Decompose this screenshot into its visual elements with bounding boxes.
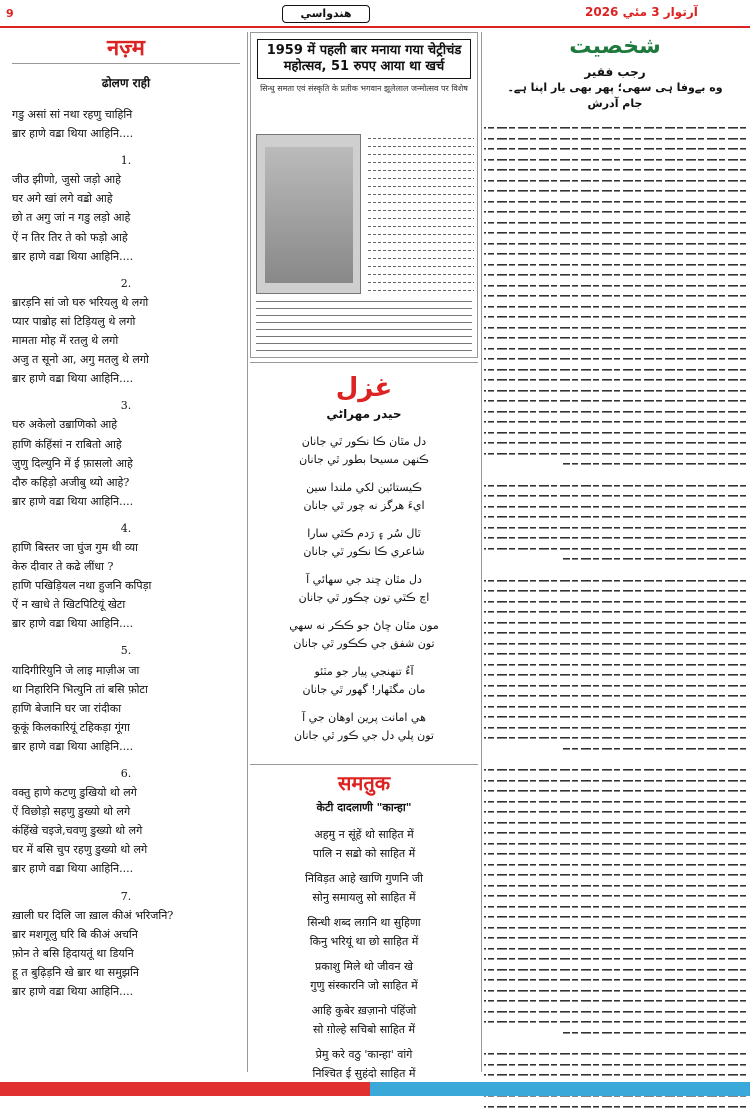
text-line-placeholder: [256, 298, 472, 305]
text-line-placeholder: [484, 827, 746, 838]
ghazal-line: شاعري ڪا نڪور ٿي جانان: [303, 545, 425, 558]
shakhsiyat-column: [484, 32, 746, 1077]
poem-line: वक्तु हाणे कटणु डुखियो थो लगे: [12, 786, 137, 800]
text-line-placeholder: [484, 133, 746, 144]
text-line-placeholder: [484, 596, 746, 607]
stanza-number: 7.: [120, 889, 132, 903]
ghazal-line: دل مٿان ڪا نڪور ٿي جانان: [301, 435, 427, 448]
couplet-gap: [250, 561, 478, 571]
article-paragraph: [484, 575, 746, 754]
photo-article: [250, 32, 478, 358]
stanza-number: 1.: [120, 154, 132, 168]
samtuk-line: प्रकाशु मिले थो जीवन खे: [314, 960, 413, 973]
poem-line: अजु त सूनो आ, अगु मतलु थे लगो: [12, 353, 149, 367]
poem-line: हाणि कंहिंसां न राबितो आहे: [12, 437, 122, 451]
text-line-placeholder: [484, 732, 746, 743]
poem-line: यादिगीरियुनि जे लाइ माज़ीअ जा: [12, 663, 140, 677]
text-line-placeholder: [484, 143, 746, 154]
text-line-placeholder: [256, 347, 472, 354]
poem-line: छो त अगु जां न गडु लड़ो आहे: [12, 211, 131, 225]
photo-article-subhead: सिन्धु समता एवं संस्कृति के प्रतीक भगवान झूलेलाल जन्मोत्सव पर विशेष: [260, 84, 468, 93]
ghazal-line: ڪنهن مسيحا بطور ٿي جانان: [299, 453, 429, 466]
text-line-placeholder: [484, 806, 746, 817]
stanza-number: 3.: [120, 399, 132, 413]
text-line-placeholder: [484, 374, 746, 385]
text-line-placeholder: [484, 532, 746, 543]
stanza-number: 4.: [120, 521, 132, 535]
photo-article-headline: [257, 39, 471, 79]
text-line-placeholder: [484, 511, 746, 522]
poem-line: ॿार हाणे वॾा थिया आहिनि....: [12, 494, 134, 508]
poem-line: ॿार हाणे वॾा थिया आहिनि....: [12, 249, 134, 263]
text-line-placeholder: [368, 190, 474, 198]
text-line-placeholder: [484, 974, 746, 985]
text-line-placeholder: [484, 911, 746, 922]
footer-accent: [370, 1082, 750, 1096]
text-line-placeholder: [368, 262, 474, 270]
text-line-placeholder: [484, 648, 746, 659]
text-line-placeholder: [484, 680, 746, 691]
text-line-placeholder: [256, 326, 472, 333]
text-line-placeholder: [484, 269, 746, 280]
stanza-gap: [12, 756, 240, 764]
text-line-placeholder: [368, 142, 474, 150]
stanza-number: 5.: [120, 644, 132, 658]
text-line-placeholder: [368, 166, 474, 174]
poem-line: ॿारड़नि सां जो घरु भरियलु थे लगो: [12, 295, 149, 309]
ghazal-section: [250, 362, 478, 762]
ghazal-author: حيدر مهراڻي: [326, 407, 402, 421]
couplet-gap: [250, 607, 478, 617]
ghazal-line: آءُ تنهنجي پيار جو مٽئو: [314, 665, 414, 678]
ghazal-line: هي امانت پرين اوهان جي آ: [302, 711, 426, 724]
ghazal-line: مون مٿان ڇاڻ جو ڪڪر نه سهي: [289, 619, 439, 632]
nazm-heading: नज़्म: [12, 32, 240, 64]
poem-line: कूकूं किलकारियूं टहिकड़ा गूंगा: [12, 720, 130, 734]
text-line-placeholder: [484, 427, 746, 438]
poem-line: हाणि पखिड़ियल नथा हुजनि कपिड़ा: [12, 579, 152, 593]
text-line-placeholder: [368, 214, 474, 222]
text-line-placeholder: [484, 859, 746, 870]
poem-line: ॿार हाणे वॾा थिया आहिनि....: [12, 617, 134, 631]
nazm-author: ढोलण राही: [101, 76, 151, 90]
poem-line: ॿार हाणे वॾा थिया आहिनि....: [12, 862, 134, 876]
poem-line: ज़ुणु दिल्युनि में ई फ़ासलो आहे: [12, 456, 133, 470]
text-line-placeholder: [256, 305, 472, 312]
text-line-placeholder: [368, 134, 474, 142]
samtuk-line: प्रेमु करे वठु 'कान्हा' वांगे: [315, 1048, 413, 1061]
text-line-placeholder: [484, 890, 746, 901]
text-line-placeholder: [484, 995, 746, 1006]
text-line-placeholder: [484, 1048, 746, 1059]
text-line-placeholder: [484, 490, 746, 501]
text-line-placeholder: [484, 985, 746, 996]
shakhsiyat-tagline: وه بےوفا ہی سهی؛ پھر بھی یار اپنا ہے۔: [507, 81, 723, 94]
text-line-placeholder: [484, 480, 746, 491]
text-line-placeholder: [484, 227, 746, 238]
text-line-placeholder: [484, 248, 746, 259]
shakhsiyat-heading: شخصيت: [569, 34, 661, 59]
poem-line: कंहिंखे चइजे,चवणु डुख्यो थो लगे: [12, 824, 143, 838]
text-line-placeholder: [368, 198, 474, 206]
samtuk-line: पालि न सॾो को साहित में: [312, 847, 416, 860]
poem-line: ऐं न तिर तिर ते को फड़ो आहे: [12, 230, 128, 244]
text-line-placeholder: [368, 150, 474, 158]
page-number: 9: [6, 7, 14, 20]
samtuk-line: अहमु न सूंहें थो साहित में: [314, 828, 414, 841]
text-line-placeholder: [484, 406, 746, 417]
text-line-placeholder: [368, 222, 474, 230]
ghazal-line: تون شفق جي ڪڪور ٿي جانان: [293, 637, 435, 650]
text-line-placeholder: [484, 1069, 746, 1080]
text-line-placeholder: [484, 311, 746, 322]
text-line-placeholder: [484, 164, 746, 175]
text-line-placeholder: [484, 638, 746, 649]
ghazal-heading: غزل: [335, 373, 393, 403]
center-column: [250, 32, 478, 1080]
text-line-placeholder: [484, 501, 746, 512]
text-line-placeholder: [484, 238, 746, 249]
poem-line: ॿार हाणे वॾा थिया आहिनि....: [12, 127, 134, 141]
text-line-placeholder: [484, 301, 746, 312]
text-line-placeholder: [484, 627, 746, 638]
text-line-placeholder: [563, 553, 746, 564]
samtuk-line: सिन्धी शब्द लग़नि था सुहिणा: [307, 916, 421, 929]
text-line-placeholder: [484, 1059, 746, 1070]
stanza-gap: [12, 511, 240, 519]
text-line-placeholder: [484, 122, 746, 133]
text-line-placeholder: [484, 175, 746, 186]
shakhsiyat-byline: جام آدرش: [587, 97, 643, 110]
text-line-placeholder: [484, 395, 746, 406]
nazm-column: [6, 32, 246, 1077]
text-line-placeholder: [484, 185, 746, 196]
stanza-number: 6.: [120, 767, 132, 780]
text-line-placeholder: [484, 606, 746, 617]
text-line-placeholder: [484, 775, 746, 786]
text-line-placeholder: [368, 206, 474, 214]
ghazal-line: اچ ڪٿي تون چڪور ٿي جانان: [298, 591, 430, 604]
poem-line: केरु दीवार ते कढे लींधा ?: [12, 560, 114, 574]
text-line-placeholder: [368, 286, 474, 294]
samtuk-heading: समतुक: [337, 771, 391, 795]
text-line-placeholder: [484, 817, 746, 828]
text-line-placeholder: [484, 217, 746, 228]
samtuk-line: निविड़त आहे खाणि गुणनि जी: [305, 872, 423, 885]
poem-line: ॿार हाणे वॾा थिया आहिनि....: [12, 985, 134, 999]
text-line-placeholder: [368, 246, 474, 254]
text-line-placeholder: [484, 259, 746, 270]
poem-line: घरु अकेलो उॿाणिको आहे: [12, 418, 118, 432]
text-line-placeholder: [484, 869, 746, 880]
poem-line: ऐं न खाधे ते खिटपिटियूं खेटा: [12, 598, 126, 612]
text-line-placeholder: [484, 280, 746, 291]
text-line-placeholder: [484, 322, 746, 333]
couplet-gap: [250, 699, 478, 709]
newspaper-logo: هندواسي: [282, 5, 370, 23]
couplet-gap: [250, 515, 478, 525]
stanza-number: 2.: [120, 276, 132, 290]
text-line-placeholder: [484, 385, 746, 396]
text-line-placeholder: [484, 848, 746, 859]
text-line-placeholder: [256, 333, 472, 340]
poem-line: फ़ोन ते बसि हिदायतूं था डियनि: [12, 946, 134, 960]
samtuk-line: सो ग़ोल्हे सचिबो साहित में: [312, 1023, 416, 1036]
text-line-placeholder: [484, 880, 746, 891]
text-line-placeholder: [484, 585, 746, 596]
poem-line: मामता मोह में रतलु थे लगो: [12, 334, 119, 348]
poem-line: हू त बुढ़िड़नि खे ॿार था समुझनि: [12, 965, 140, 979]
stanza-gap: [12, 266, 240, 274]
column-divider: [247, 32, 248, 1072]
couplet-gap: [250, 653, 478, 663]
text-line-placeholder: [484, 953, 746, 964]
text-line-placeholder: [484, 722, 746, 733]
poem-line: जीउ झीणो, जुसो जड़ो आहे: [12, 173, 121, 187]
samtuk-line: निश्चित ई सुहंदो साहित में: [312, 1067, 416, 1080]
article-paragraph: [484, 122, 746, 469]
ghazal-line: ڪيستائين لکي ملندا سين: [306, 481, 422, 494]
samtuk-line: आहि कुबेर ख़ज़ानो पंहिंजो: [311, 1004, 417, 1017]
text-line-placeholder: [256, 312, 472, 319]
text-line-placeholder: [484, 364, 746, 375]
samtuk-line: गुणु संस्कारनि जो साहित में: [310, 979, 418, 992]
stanza-gap: [12, 143, 240, 151]
article-paragraph: [484, 1048, 746, 1109]
text-line-placeholder: [484, 575, 746, 586]
page-header: [0, 0, 750, 28]
text-line-placeholder: [484, 922, 746, 933]
ghazal-poem: [250, 433, 478, 745]
text-line-placeholder: [484, 932, 746, 943]
nazm-poem: [6, 105, 246, 1001]
text-line-placeholder: [256, 340, 472, 347]
text-line-placeholder: [256, 319, 472, 326]
samtuk-author: केटी दादलाणी "कान्हा": [316, 801, 412, 814]
text-line-placeholder: [484, 943, 746, 954]
article-paragraph: [484, 764, 746, 1037]
samtuk-poem: [250, 825, 478, 1083]
column-divider: [481, 32, 482, 1072]
poem-line: घर में बसि चुप रहणु डुख्यो थो लगे: [12, 843, 148, 857]
samtuk-line: किनु भरियूं था छो साहित में: [309, 935, 419, 948]
page-footer-bar: [0, 1082, 750, 1096]
poem-line: ॿार मशगूलु घरि बि कीअं अचनि: [12, 927, 138, 941]
text-line-placeholder: [484, 206, 746, 217]
poem-line: गडु असां सां नथा रहणु चाहिनि: [12, 108, 133, 121]
text-line-placeholder: [484, 901, 746, 912]
text-line-placeholder: [368, 158, 474, 166]
text-line-placeholder: [484, 543, 746, 554]
historic-photo: [256, 134, 361, 294]
issue-date: آرتوار 3 مئي 2026: [585, 5, 698, 19]
text-line-placeholder: [484, 196, 746, 207]
text-line-placeholder: [484, 796, 746, 807]
text-line-placeholder: [368, 230, 474, 238]
poem-line: हाणि बेजानि घर जा रांदीका: [12, 701, 122, 715]
text-line-placeholder: [484, 1006, 746, 1017]
text-line-placeholder: [368, 278, 474, 286]
shakhsiyat-author: رجب فقير: [584, 65, 646, 79]
photo-caption: [256, 298, 472, 354]
text-line-placeholder: [484, 343, 746, 354]
article-paragraph: [484, 480, 746, 564]
text-line-placeholder: [368, 254, 474, 262]
ghazal-line: مان مگٿهار! گهور ٿي جانان: [302, 683, 426, 696]
text-line-placeholder: [484, 711, 746, 722]
text-line-placeholder: [368, 238, 474, 246]
poem-line: ख़ाली घर दिलि जा ख़ाल कीअं भरिजनि?: [12, 908, 174, 922]
text-line-placeholder: [368, 174, 474, 182]
poem-line: ॿार हाणे वॾा थिया आहिनि....: [12, 372, 134, 386]
text-line-placeholder: [484, 448, 746, 459]
poem-line: हाणि बिस्तर जा घुंज गुम थी व्या: [12, 540, 138, 554]
couplet-gap: [250, 469, 478, 479]
text-line-placeholder: [563, 743, 746, 754]
text-line-placeholder: [484, 290, 746, 301]
headline-line: महोत्सव, 51 रुपए आया था खर्च: [283, 59, 445, 74]
shakhsiyat-article-body: [484, 122, 746, 1109]
text-line-placeholder: [368, 182, 474, 190]
poem-line: घर अगे खां लगे वॾो आहे: [12, 192, 113, 206]
poem-line: ॿार हाणे वॾा थिया आहिनि....: [12, 739, 134, 753]
text-line-placeholder: [484, 701, 746, 712]
text-line-placeholder: [484, 764, 746, 775]
text-line-placeholder: [484, 669, 746, 680]
text-line-placeholder: [484, 838, 746, 849]
ghazal-line: تون پلي دل جي ڪور ٿي جانان: [294, 729, 434, 742]
headline-line: 1959 में पहली बार मनाया गया चेट्रीचंड: [266, 43, 462, 58]
text-line-placeholder: [484, 416, 746, 427]
text-line-placeholder: [484, 785, 746, 796]
samtuk-section: [250, 764, 478, 1080]
text-line-placeholder: [484, 690, 746, 701]
poem-line: ऐं विछोड़ो सहणु डुख्यो थो लगे: [12, 805, 131, 819]
poem-line: प्यार पाॿोह सां टिड़ियलु थे लगो: [12, 314, 136, 328]
poem-line: दौरु कहिड़ो अजीबु थ्यो आहे?: [12, 475, 130, 489]
text-line-placeholder: [484, 1016, 746, 1027]
ghazal-line: دل مٿان ڇند جي سهائي آ: [306, 573, 422, 586]
text-line-placeholder: [484, 437, 746, 448]
text-line-placeholder: [484, 617, 746, 628]
text-line-placeholder: [484, 659, 746, 670]
text-line-placeholder: [484, 154, 746, 165]
text-line-placeholder: [484, 964, 746, 975]
text-line-placeholder: [563, 1027, 746, 1038]
text-line-placeholder: [563, 458, 746, 469]
photo-article-body: [368, 134, 474, 294]
text-line-placeholder: [484, 332, 746, 343]
ghazal-line: ايءَ هرگز نه چور ٿي جانان: [303, 499, 425, 512]
text-line-placeholder: [484, 353, 746, 364]
stanza-gap: [12, 633, 240, 641]
samtuk-line: सोनु समायलु सो साहित में: [312, 891, 416, 904]
stanza-gap: [12, 879, 240, 887]
text-line-placeholder: [484, 522, 746, 533]
ghazal-line: ٿال سُر ۽ رَدم ڪٿي سارا: [307, 527, 421, 540]
text-line-placeholder: [484, 1101, 746, 1109]
text-line-placeholder: [368, 270, 474, 278]
stanza-gap: [12, 388, 240, 396]
poem-line: था निहारिनि भित्युनि तां बसि फ़ोटा: [12, 682, 148, 696]
